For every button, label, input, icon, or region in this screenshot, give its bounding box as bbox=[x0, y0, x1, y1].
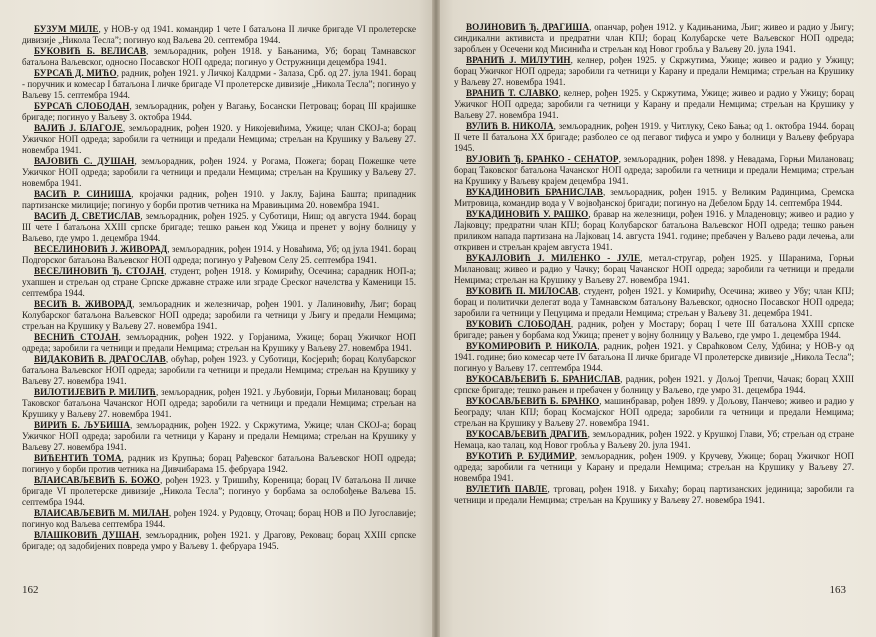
entry-name: ВУЈОВИЋ Ђ. БРАНКО - СЕНАТОР bbox=[466, 154, 619, 164]
biography-entry bbox=[22, 453, 416, 475]
book-gutter bbox=[432, 0, 440, 637]
entry-text: , земљорадник, рођен 1921. у Љубовији, Горњи Милановац; борац Таковског батаљона Чачанског НОП одреда; заробили га четници и предали Немцима; стрељан на Крушику у Ваљеву 27. новембра 1941. bbox=[22, 387, 416, 419]
biography-entry bbox=[22, 299, 416, 332]
entry-text: , у НОВ-у од 1941. командир 1 чете I батаљона II личке бригаде VI пролетерске дивизије „Никола Тесла”; погинуо код Ваљева 20. септембра 1944. bbox=[22, 24, 416, 45]
entry-name: ВУКОВИЋ СЛОБОДАН bbox=[466, 319, 571, 329]
entry-text: , земљорадник, рођен 1918. у Бањанима, Уб; борац Тамнавског батаљона Ваљевског, односно Посавског НОП одреда; погинуо у Остружници децембра 1941. bbox=[22, 46, 417, 67]
biography-entry bbox=[22, 68, 416, 101]
biography-entry bbox=[454, 286, 854, 319]
right-page bbox=[436, 0, 876, 637]
entry-text: , земљорадник, рођен 1922. у Скржутима, Ужице; члан СКОЈ-а; борац Ужичког НОП одреда; заробили га четници у Карану и предали Немцима; стрељан на Крушику у Ваљеву 27. новембра 1941. bbox=[22, 420, 416, 452]
entry-name: ВЕСЕЛИНОВИЋ Ј. ЖИВОРАД bbox=[34, 244, 168, 254]
biography-entry bbox=[22, 508, 416, 530]
entry-name: ВИДАКОВИЋ В. ДРАГОСЛАВ bbox=[34, 354, 166, 364]
entry-text: , земљорадник и железничар, рођен 1901. у Лалиновићу, Љиг; борац Колубарског батаљона Ваљевског НОП одреда; заробили га четници у Љигу и предали Немцима; стрељан на Крушику у Ваљеву 27. новембра 1941. bbox=[22, 299, 416, 331]
biography-entry bbox=[454, 319, 854, 341]
biography-entry bbox=[22, 46, 416, 68]
biography-entry bbox=[454, 374, 854, 396]
entry-name: ВУКАДИНОВИЋ БРАНИСЛАВ bbox=[466, 187, 603, 197]
entry-name: ВУКОСАВЉЕВИЋ ДРАГИЋ bbox=[466, 429, 588, 439]
entry-text: , обућар, рођен 1923. у Суботици, Косјерић; борац Колубарског батаљона Ваљевског НОП одреда; заробили га четници и предали Немцима; стрељан на Крушику у Ваљеву 27. новембра 1941. bbox=[22, 354, 416, 386]
biography-entry bbox=[22, 420, 416, 453]
entry-text: , студент, рођен 1918. у Комирићу, Осечина; сарадник НОП-а; ухапшен и стрељан од стране Српске државне страже или зграде Среског начелства у Каменици 15. септембра 1944. bbox=[22, 266, 416, 298]
left-page bbox=[0, 0, 436, 637]
biography-entry bbox=[22, 354, 416, 387]
entry-name: ВУКАДИНОВИЋ У. РАШКО bbox=[466, 209, 589, 219]
entry-name: ВЛАИСАВЉЕВИЋ М. МИЛАН bbox=[34, 508, 169, 518]
entry-text: , земљорадник, рођен 1909. у Кручеву, Ужице; борац Ужичког НОП одреда; заробили га четници у Карану и предали Немцима; стрељан на Крушику у Ваљеву 27. новембра 1941. bbox=[454, 451, 854, 483]
biography-entry bbox=[454, 22, 854, 55]
biography-entry bbox=[454, 88, 854, 121]
entry-text: , земљорадник, рођен 1919. у Читлуку, Секо Бања; од 1. октобра 1944. борац II чете II батаљона XX бригаде; разболео се од пегавог тифуса и умро у болници у Ваљеву фебруара 1945. bbox=[454, 121, 854, 153]
entry-name: БУКОВИЋ Б. ВЕЛИСАВ bbox=[34, 46, 147, 56]
entry-text: , келнер, рођен 1925. у Скржутима, Ужице; живео и радио у Ужицу; борац Ужичког НОП одреда; заробили га четници у Карану и предали Немцима; стрељан на Крушику у Ваљеву 27. новембра 1941. bbox=[454, 88, 854, 120]
entry-name: ВРАНИЋ Ј. МИЛУТИН bbox=[466, 55, 571, 65]
entry-text: , рођен 1923. у Тришићу, Кореница; борац IV батаљона II личке бригаде VI пролетерске дивизије „Никола Тесла”; погинуо у борбама за ослобођење Ваљева 15. септембра 1944. bbox=[22, 475, 417, 507]
biography-entry bbox=[22, 387, 416, 420]
entry-name: ВУКОМИРОВИЋ Р. НИКОЛА bbox=[466, 341, 598, 351]
entry-text: , земљорадник, рођен 1920. у Никојевићима, Ужице; члан СКОЈ-а; борац Ужичког НОП одреда; заробили га четници и предали Немцима; стрељан на Крушику у Ваљеву 27. новембра 1941. bbox=[22, 123, 417, 155]
entry-name: ВАСИЋ Д. СВЕТИСЛАВ bbox=[34, 211, 141, 221]
entry-name: ВУКОСАВЉЕВИЋ Б. БРАНИСЛАВ bbox=[466, 374, 621, 384]
entry-name: БУРСАЋ Д. МИЋО bbox=[34, 68, 117, 78]
entry-name: ВОЈИНОВИЋ Ђ. ДРАГИША bbox=[466, 22, 590, 32]
entry-text: , радник из Крупња; борац Рађевског батаљона Ваљевског НОП одреда; погинуо у борби против четника на Дивчибарама 15. фебруара 1942. bbox=[22, 453, 416, 474]
biography-entry bbox=[22, 475, 416, 508]
biography-entry bbox=[454, 396, 854, 429]
left-page-number: 162 bbox=[22, 584, 39, 596]
entry-text: , земљорадник, рођен 1925. у Суботици, Ниш; од августа 1944. борац III чете I батаљона XXIII српске бригаде; тешко рањен код Ужица и пренет у војну болницу у Ваљево, где умро 1. децембра 1944. bbox=[22, 211, 416, 243]
entry-name: ВАЈОВИЋ С. ДУШАН bbox=[34, 156, 135, 166]
entry-text: , радник, рођен 1921. у Свраћковом Селу, Удбина; у НОВ-у од 1941. године; био комесар чете IV батаљона II личке бригаде VI пролетерске дивизије „Никола Тесла”; погинуо у Ваљеву 17. септембра 1944. bbox=[454, 341, 854, 373]
entry-name: ВУКОВИЋ П. МИЛОСАВ bbox=[466, 286, 579, 296]
entry-text: , земљорадник, рођен 1915. у Великим Радинцима, Сремска Митровица, командир вода у V војвођанској бригади; погинуо на Дебелом Брду 14. септембра 1944. bbox=[454, 187, 854, 208]
biography-entry bbox=[454, 253, 854, 286]
entry-text: , земљорадник, рођен 1922. у Горјанима, Ужице; борац Ужичког НОП одреда; заробили га четници и предали Немцима; стрељан на Крушику у Ваљеву 27. новембра 1941. bbox=[22, 332, 417, 353]
entry-name: ВЕСНИЋ СТОЈАН bbox=[34, 332, 119, 342]
entry-name: ВУКОСАВЉЕВИЋ Б. БРАНКО bbox=[466, 396, 600, 406]
biography-entry bbox=[454, 55, 854, 88]
biography-entry bbox=[22, 244, 416, 266]
entry-name: БУЗУМ МИЛЕ bbox=[34, 24, 99, 34]
biography-entry bbox=[22, 266, 416, 299]
entry-text: , земљорадник, рођен 1914. у Новаћима, Уб; од јула 1941. борац Подгорског батаљона Ваљевског НОП одреда; погинуо у Рађевом Селу 25. септембра 1941. bbox=[22, 244, 416, 265]
entry-name: ВЛАШКОВИЋ ДУШАН bbox=[34, 530, 140, 540]
entry-name: ВУКАЈЛОВИЋ Ј. МИЛЕНКО - ЈУЛЕ bbox=[466, 253, 641, 263]
entry-name: ВЕСЕЛИНОВИЋ Ђ. СТОЈАН bbox=[34, 266, 165, 276]
entry-text: , радник, рођен 1921. у Личкој Калдрми - Залаза, Срб. од 27. јула 1941. борац - поручник и комесар I батаљона I личке бригаде VI пролетерске дивизије „Никола Тесла”; погинуо у Ваљеву 15. септембра 1944. bbox=[22, 68, 417, 100]
biography-entry bbox=[22, 211, 416, 244]
entry-name: БУРСАЋ СЛОБОДАН bbox=[34, 101, 130, 111]
entry-name: ВИРИЋ Б. ЉУБИША bbox=[34, 420, 131, 430]
biography-entry bbox=[454, 429, 854, 451]
entry-text: , земљорадник, рођен у Вагању, Босански Петровац; борац III крајишке бригаде; погинуо у Ваљеву 3. октобра 1944. bbox=[22, 101, 416, 122]
biography-entry bbox=[22, 101, 416, 123]
entry-name: ВИЛОТИЈЕВИЋ Р. МИЛИЋ bbox=[34, 387, 157, 397]
biography-entry bbox=[22, 123, 416, 156]
entry-name: ВУКОТИЋ Р. БУДИМИР bbox=[466, 451, 575, 461]
entry-text: , радник, рођен у Мостару; борац I чете III батаљона XXIII српске бригаде; рањен у борбама код Ужица; пренет у војну болницу у Ваљево, где умро 1. децембра 1944. bbox=[454, 319, 854, 340]
entry-text: , кројачки радник, рођен 1910. у Јаклу, Бајина Башта; припадник партизанске милиције; погинуо у борби против четника на Мравињцима 20. новембра 1941. bbox=[22, 189, 416, 210]
entry-text: , опанчар, рођен 1912. у Кадињанима, Љиг; живео и радио у Љигу; синдикални активиста и предратни члан КПЈ; борац Колубарске чете Ваљевског НОП одреда; заробљен у Осечени код Мисинића и стрељан код Новог гробља у Ваљеву 20. јула 1941. bbox=[454, 22, 854, 54]
entry-text: , трговац, рођен 1918. у Бихаћу; борац партизанских јединица; заробили га четници и предали Немцима; стрељан на Крушику у Ваљеву 27. новембра 1941. bbox=[454, 484, 854, 505]
biography-entry bbox=[22, 24, 416, 46]
entry-text: , радник, рођен 1921. у Дољој Трепчи, Чачак; борац XXIII српске бригаде; тешко рањен и пребачен у болницу у Ваљево, где умро 31. децембра 1944. bbox=[454, 374, 854, 395]
biography-entry bbox=[454, 209, 854, 253]
biography-entry bbox=[454, 341, 854, 374]
entry-text: , земљорадник, рођен 1898. у Невадама, Горњи Милановац; борац Таковског батаљона Чачанског НОП одреда; заробили га четници и предали Немцима; стрељан на Крушику у Ваљеву крајем децембра 1941. bbox=[454, 154, 855, 186]
biography-entry bbox=[22, 332, 416, 354]
entry-name: ВУЛЕТИЋ ПАВЛЕ bbox=[466, 484, 548, 494]
biography-entry bbox=[454, 187, 854, 209]
biography-entry bbox=[454, 121, 854, 154]
right-entries bbox=[454, 22, 854, 506]
entry-name: ВИЋЕНТИЋ ТОМА bbox=[34, 453, 122, 463]
entry-text: , земљорадник, рођен 1922. у Крушкој Глави, Уб; стрељан од стране Немаца, као талац, код Новог гробља у Ваљеву 20. јула 1941. bbox=[454, 429, 854, 450]
entry-text: , метал-стругар, рођен 1925. у Шаранима, Горњи Милановац; живео и радио у Чачку; борац Чачанског НОП одреда; заробили га четници и предали Немцима; стрељан на Крушику у Ваљеву 27. новембра 1941. bbox=[454, 253, 854, 285]
entry-name: ВЛАИСАВЉЕВИЋ Б. БОЖО bbox=[34, 475, 160, 485]
entry-name: ВРАНИЋ Т. СЛАВКО bbox=[466, 88, 559, 98]
biography-entry bbox=[454, 484, 854, 506]
entry-name: ВЕСИЋ В. ЖИВОРАД bbox=[34, 299, 133, 309]
entry-text: , земљорадник, рођен 1921. у Драгову, Рековац; борац XXIII српске бригаде; од задобијених повреда умро у Ваљеву 1. фебруара 1945. bbox=[22, 530, 417, 551]
entry-name: ВАСИЋ Р. СИНИША bbox=[34, 189, 132, 199]
entry-name: ВАЈИЋ Ј. БЛАГОЈЕ bbox=[34, 123, 123, 133]
biography-entry bbox=[22, 189, 416, 211]
entry-text: , машинбравар, рођен 1899. у Дољову, Панчево; живео и радио у Београду; члан КПЈ; борац Космајског НОП одреда; заробили га четници и предали Немцима; стрељан на Крушику у Ваљеву 27. новембра 1941. bbox=[454, 396, 854, 428]
entry-name: ВУЛИЋ В. НИКОЛА bbox=[466, 121, 554, 131]
biography-entry bbox=[454, 451, 854, 484]
entry-text: , бравар на железници, рођен 1916. у Младеновцу; живео и радио у Лајковцу; предратни члан КПЈ; борац Колубарског батаљона Ваљевског НОП одреда; тешко рањен приликом напада партизана на Лајковац 14. августа 1941. године; пребачен у Ваљево ради лечења, али откривен и стрељан крајем августа 1941. bbox=[454, 209, 854, 252]
right-page-number: 163 bbox=[829, 584, 846, 596]
biography-entry bbox=[22, 530, 416, 552]
biography-entry bbox=[454, 154, 854, 187]
entry-text: , земљорадник, рођен 1924. у Рогама, Пожега; борац Пожешке чете Ужичког НОП одреда; заробили га четници и предали Немцима; стрељан на Крушику у Ваљеву 27. новембра 1941. bbox=[22, 156, 416, 188]
entry-text: , келнер, рођен 1925. у Скржутима, Ужице; живео и радио у Ужицу; борац Ужичког НОП одреда; заробили га четници у Карану и предали Немцима; стрељан на Крушику у Ваљеву 27. новембра 1941. bbox=[454, 55, 854, 87]
biography-entry bbox=[22, 156, 416, 189]
entry-text: , студент, рођен 1921. у Комирићу, Осечина; живео у Убу; члан КПЈ; борац и политички делегат вода у Тамнавском батаљону Ваљевског, односно Посавског НОП одреда; заробили га четници у Пецуцима и предали Немцима; стрељан у Ваљеву 31. децембра 1941. bbox=[454, 286, 854, 318]
left-entries bbox=[22, 24, 416, 552]
entry-text: , рођен 1924. у Рудовцу, Оточац; борац НОВ и ПО Југославије; погинуо код Ваљева септембра 1944. bbox=[22, 508, 416, 529]
